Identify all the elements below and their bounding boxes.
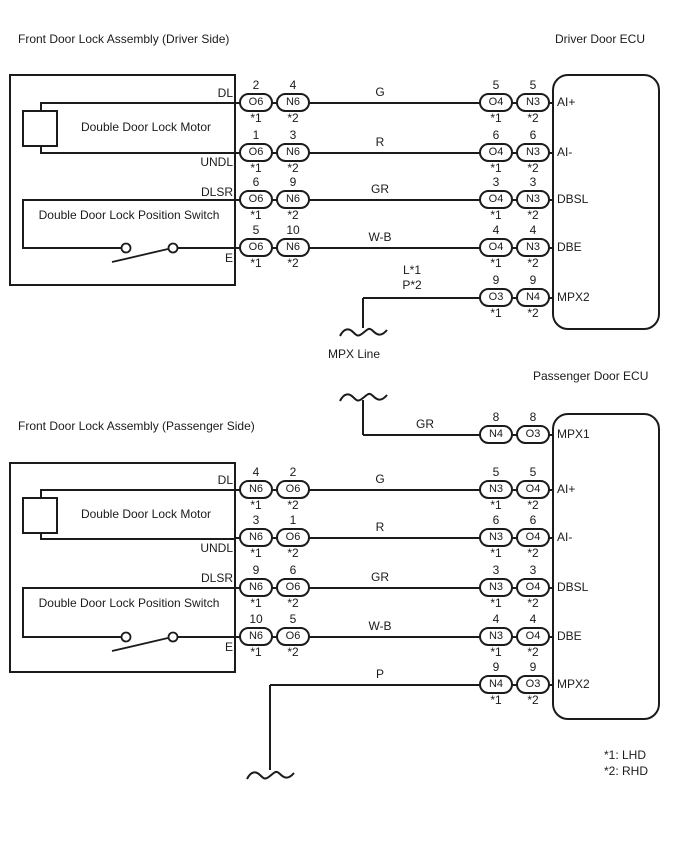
ecu-terminal-label: DBSL [557,580,589,594]
connector-oval: O6 [276,578,310,597]
terminal-label: DL [217,473,233,487]
pin-number: 4 [529,223,537,237]
wire-color-line2: P*2 [402,278,422,292]
variant-note: *1 [250,546,262,560]
variant-note: *2 [527,498,539,512]
footnote-rhd: *2: RHD [604,764,649,778]
pin-number: 5 [252,223,260,237]
ecu-terminal-label: MPX2 [557,677,590,691]
pin-number: 6 [492,513,500,527]
wire-line-mpx-drop [362,400,364,435]
wire-color-label: GR [416,417,434,431]
driver-switch-label: Double Door Lock Position Switch [38,208,220,222]
connector-oval: O6 [239,190,273,209]
pin-number: 2 [289,465,297,479]
connector-oval: N3 [479,627,513,646]
wire-color-label: GR [371,182,389,196]
variant-note: *1 [490,596,502,610]
connector-oval: O4 [479,93,513,112]
ecu-terminal-label: DBE [557,629,582,643]
variant-note: *2 [287,208,299,222]
pin-number: 6 [289,563,297,577]
pin-number: 4 [492,223,500,237]
ecu-terminal-label: AI+ [557,95,576,109]
wire-color-label: G [375,472,385,486]
pin-number: 9 [529,273,537,287]
variant-note: *1 [490,645,502,659]
ecu-terminal-label: DBE [557,240,582,254]
connector-oval: O6 [239,93,273,112]
pin-number: 8 [492,410,500,424]
connector-oval: O6 [276,480,310,499]
pin-number: 9 [492,273,500,287]
variant-note: *1 [250,161,262,175]
variant-note: *2 [527,596,539,610]
wire-color-label [392,263,432,293]
pin-number: 9 [492,660,500,674]
pin-number: 10 [249,612,263,626]
ecu-terminal-label: MPX1 [557,427,590,441]
wire-line-mpx-drop [362,298,364,328]
variant-note: *2 [527,208,539,222]
ecu-terminal-label: AI- [557,530,573,544]
pin-number: 6 [252,175,260,189]
connector-oval: N3 [516,190,550,209]
variant-note: *2 [287,645,299,659]
terminal-label: DL [217,86,233,100]
connector-oval: N4 [516,288,550,307]
connector-oval: N6 [276,143,310,162]
connector-oval: N6 [276,93,310,112]
pin-number: 3 [529,563,537,577]
wire-color-label: R [375,520,385,534]
variant-note: *2 [527,306,539,320]
wire-color-label: R [375,135,385,149]
driver-ecu-title: Driver Door ECU [555,32,646,46]
variant-note: *1 [490,208,502,222]
wire-color-label: G [375,85,385,99]
variant-note: *2 [287,546,299,560]
pin-number: 6 [529,513,537,527]
connector-oval: O4 [479,238,513,257]
connector-oval: O4 [516,528,550,547]
wire-break-squiggle [339,390,389,406]
connector-oval: N4 [479,675,513,694]
terminal-label: UNDL [200,541,233,555]
passenger-ecu-title: Passenger Door ECU [533,369,649,383]
variant-note: *1 [250,111,262,125]
pin-number: 3 [492,563,500,577]
variant-note: *2 [527,645,539,659]
wire-color-line1: L*1 [402,263,422,277]
pin-number: 4 [252,465,260,479]
connector-oval: N3 [479,528,513,547]
connector-oval: O6 [276,627,310,646]
connector-oval: O3 [516,675,550,694]
terminal-label: E [224,640,233,654]
pin-number: 8 [529,410,537,424]
pin-number: 4 [289,78,297,92]
passenger-switch-label: Double Door Lock Position Switch [38,596,220,610]
variant-note: *2 [287,111,299,125]
wire-break-squiggle [246,768,296,784]
driver-motor-label: Double Door Lock Motor [80,120,212,134]
pin-number: 9 [289,175,297,189]
variant-note: *1 [490,546,502,560]
variant-note: *1 [250,498,262,512]
connector-oval: O6 [239,143,273,162]
pin-number: 4 [529,612,537,626]
passenger-motor-label: Double Door Lock Motor [80,507,212,521]
connector-oval: N3 [479,480,513,499]
connector-oval: N6 [276,238,310,257]
connector-oval: N3 [516,93,550,112]
variant-note: *1 [490,161,502,175]
connector-oval: O4 [516,627,550,646]
pin-number: 6 [529,128,537,142]
connector-oval: O3 [479,288,513,307]
variant-note: *2 [527,161,539,175]
variant-note: *2 [287,498,299,512]
pin-number: 3 [289,128,297,142]
connector-oval: O4 [516,578,550,597]
pin-number: 5 [492,465,500,479]
variant-note: *1 [490,498,502,512]
variant-note: *1 [490,111,502,125]
pin-number: 4 [492,612,500,626]
passenger-assembly-title: Front Door Lock Assembly (Passenger Side) [18,419,255,433]
wire-color-label: W-B [368,619,392,633]
pin-number: 3 [492,175,500,189]
terminal-label: E [224,251,233,265]
variant-note: *1 [250,256,262,270]
variant-note: *1 [250,208,262,222]
pin-number: 6 [492,128,500,142]
variant-note: *2 [527,256,539,270]
connector-oval: N6 [239,528,273,547]
pin-number: 5 [492,78,500,92]
connector-oval: O3 [516,425,550,444]
wire-break-squiggle [339,325,389,341]
pin-number: 2 [252,78,260,92]
connector-oval: N3 [516,238,550,257]
wire-color-label: W-B [368,230,392,244]
footnote-lhd: *1: LHD [604,748,647,762]
connector-oval: O6 [276,528,310,547]
driver-motor-symbol [22,110,58,147]
pin-number: 9 [529,660,537,674]
pin-number: 3 [252,513,260,527]
pin-number: 1 [252,128,260,142]
connector-oval: N6 [276,190,310,209]
ecu-terminal-label: MPX2 [557,290,590,304]
terminal-label: UNDL [200,155,233,169]
ecu-terminal-label: AI+ [557,482,576,496]
variant-note: *2 [527,546,539,560]
variant-note: *2 [287,596,299,610]
connector-oval: N6 [239,480,273,499]
connector-oval: O6 [239,238,273,257]
variant-note: *2 [287,256,299,270]
variant-note: *1 [490,306,502,320]
pin-number: 10 [286,223,300,237]
terminal-label: DLSR [200,185,233,199]
variant-note: *1 [250,645,262,659]
variant-note: *1 [490,256,502,270]
connector-oval: O4 [516,480,550,499]
pin-number: 9 [252,563,260,577]
connector-oval: N6 [239,627,273,646]
connector-oval: N6 [239,578,273,597]
variant-note: *1 [490,693,502,707]
connector-oval: N4 [479,425,513,444]
mpx-line-label: MPX Line [328,347,381,361]
ecu-terminal-label: DBSL [557,192,589,206]
passenger-ecu-box [552,413,660,720]
driver-assembly-title: Front Door Lock Assembly (Driver Side) [18,32,230,46]
ecu-terminal-label: AI- [557,145,573,159]
wire-color-label: GR [371,570,389,584]
connector-oval: N3 [479,578,513,597]
variant-note: *2 [527,693,539,707]
variant-note: *2 [287,161,299,175]
wire-color-label: P [375,667,384,681]
pin-number: 1 [289,513,297,527]
pin-number: 5 [529,78,537,92]
terminal-label: DLSR [200,571,233,585]
pin-number: 5 [529,465,537,479]
passenger-motor-symbol [22,497,58,534]
connector-oval: N3 [516,143,550,162]
variant-note: *1 [250,596,262,610]
variant-note: *2 [527,111,539,125]
connector-oval: O4 [479,143,513,162]
pin-number: 5 [289,612,297,626]
wire-line-mpx-drop [269,685,271,770]
connector-oval: O4 [479,190,513,209]
pin-number: 3 [529,175,537,189]
